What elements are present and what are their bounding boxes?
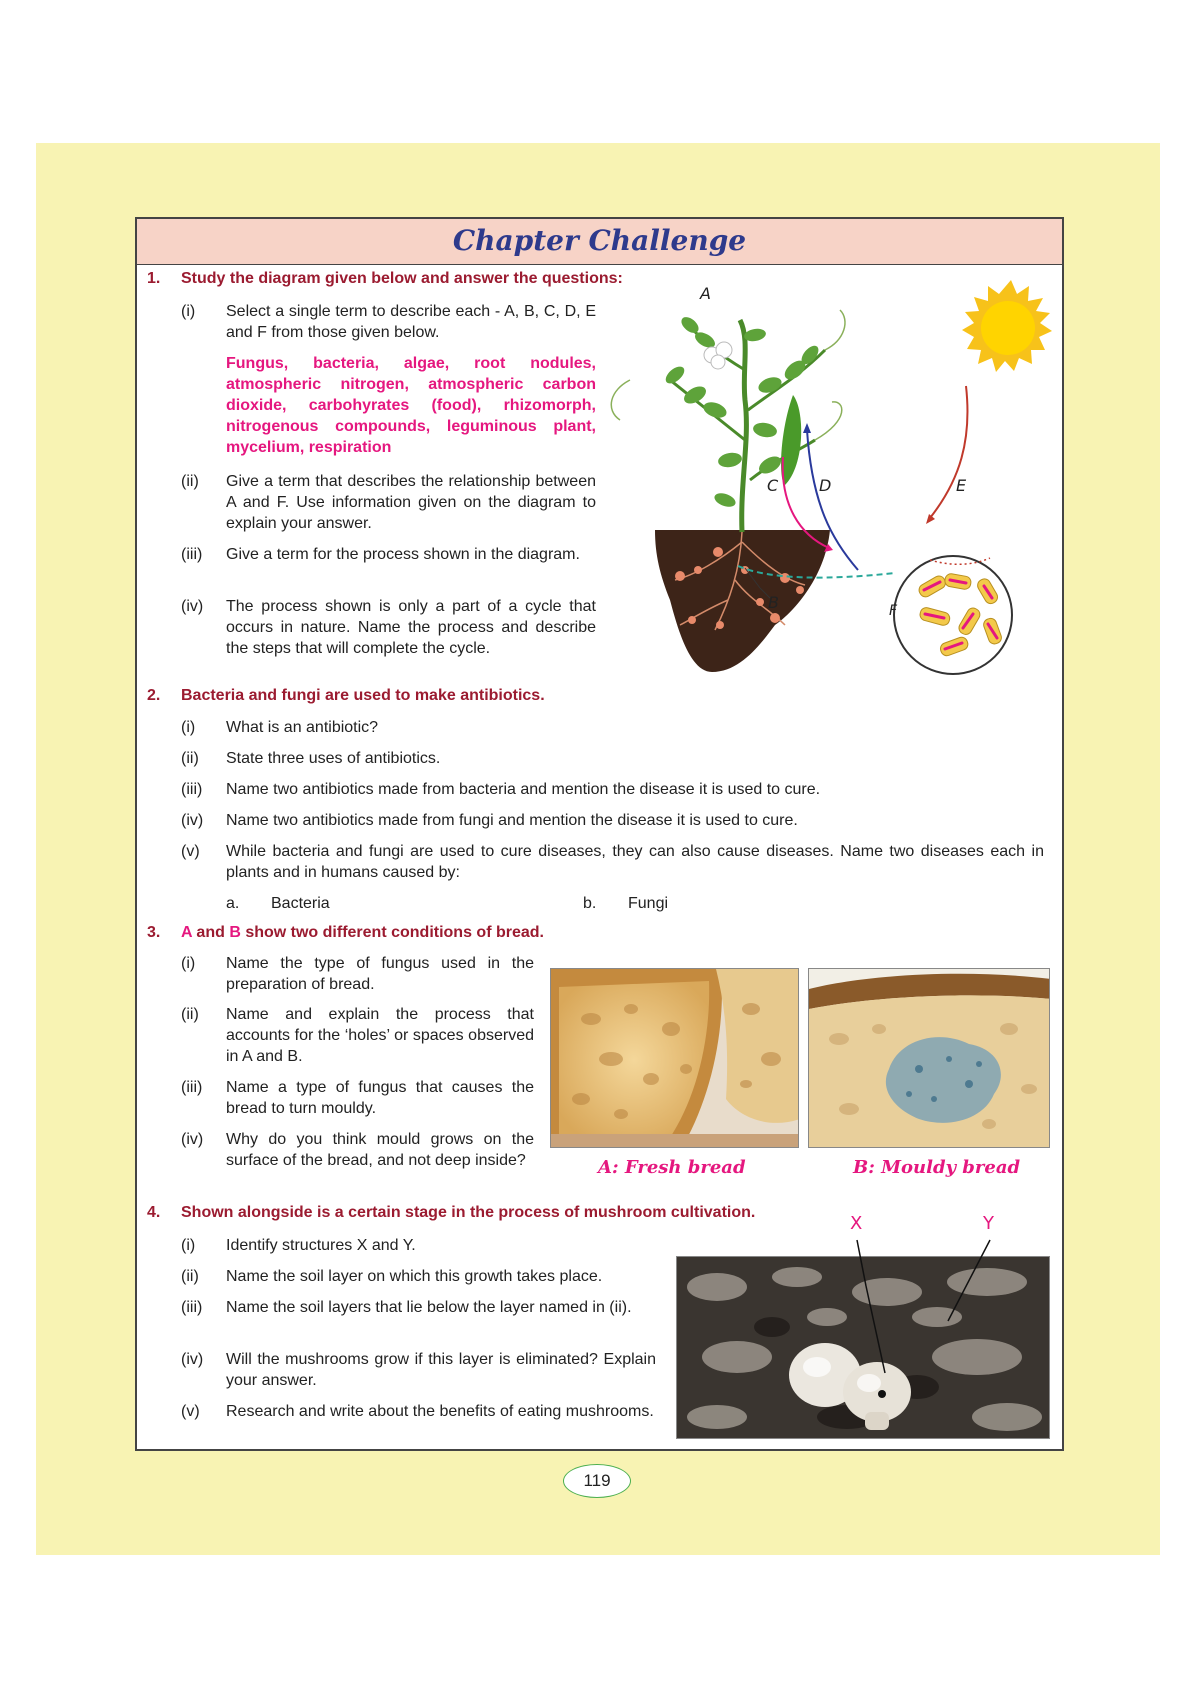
- diagram-label-e: E: [956, 476, 967, 495]
- page-title: Chapter Challenge: [452, 224, 747, 257]
- q4-part-number: (iv): [181, 1351, 204, 1368]
- q2-sub-letter: b.: [583, 895, 597, 912]
- q3-number: 3.: [147, 924, 161, 941]
- q4-part-number: (v): [181, 1403, 200, 1420]
- q2-heading: Bacteria and fungi are used to make antibiotics.: [181, 687, 545, 704]
- q3-part-text: Name and explain the process that accounts for the ‘holes’ or spaces observed in A and B.: [226, 1006, 534, 1065]
- q4-part-number: (i): [181, 1237, 196, 1254]
- q3-part-text: Name the type of fungus used in the preparation of bread.: [226, 955, 534, 993]
- q2-sub-text: Fungi: [628, 895, 669, 912]
- page-number: 119: [563, 1464, 631, 1498]
- q1-part-text: Select a single term to describe each - A, B, C, D, E and F from those given below.: [226, 303, 596, 341]
- q1-part-text: Give a term that describes the relationship between A and F. Use information given on the diagram to explain your answer.: [226, 473, 596, 532]
- q2-number: 2.: [147, 687, 161, 704]
- diagram-label-b: B: [768, 593, 779, 612]
- q3-part-number: (iii): [181, 1079, 203, 1096]
- q4-part-text: Will the mushrooms grow if this layer is eliminated? Explain your answer.: [226, 1351, 656, 1389]
- q2-part-number: (v): [181, 843, 200, 860]
- nitrogen-fixation-diagram: [600, 280, 1060, 680]
- diagram-label-d: D: [819, 476, 832, 495]
- q2-part-text: State three uses of antibiotics.: [226, 750, 441, 767]
- q2-part-text: Name two antibiotics made from bacteria and mention the disease it is used to cure.: [226, 781, 821, 798]
- mushroom-label-y: Y: [983, 1213, 994, 1234]
- diagram-label-a: A: [700, 284, 711, 303]
- q4-part-text: Identify structures X and Y.: [226, 1237, 416, 1254]
- mouldy-bread-image: [808, 968, 1050, 1148]
- fresh-bread-image: [550, 968, 799, 1148]
- q3-heading-rest: show two different conditions of bread.: [240, 924, 544, 941]
- q2-part-number: (iii): [181, 781, 203, 798]
- q1-number: 1.: [147, 270, 161, 287]
- diagram-label-c: C: [767, 476, 779, 495]
- q2-part-text: What is an antibiotic?: [226, 719, 379, 736]
- q4-part-text: Research and write about the benefits of eating mushrooms.: [226, 1403, 654, 1420]
- title-band: [137, 219, 1062, 265]
- q3-part-number: (iv): [181, 1131, 204, 1148]
- q2-sub-letter: a.: [226, 895, 240, 912]
- q1-heading: Study the diagram given below and answer the questions:: [181, 270, 623, 287]
- mushroom-pointer-lines: [840, 1236, 1000, 1376]
- mouldy-bread-caption: B: Mouldy bread: [853, 1157, 1021, 1178]
- q3-heading: [181, 924, 544, 942]
- mushroom-label-x: X: [850, 1213, 863, 1234]
- q3-heading-a: A: [181, 924, 192, 941]
- q2-part-text: Name two antibiotics made from fungi and mention the disease it is used to cure.: [226, 812, 798, 829]
- q2-sub-text: Bacteria: [271, 895, 330, 912]
- q4-part-number: (iii): [181, 1299, 203, 1316]
- q1-part-number: (ii): [181, 473, 199, 490]
- q3-heading-and: and: [191, 924, 230, 941]
- q2-part-number: (i): [181, 719, 196, 736]
- q3-part-text: Name a type of fungus that causes the bread to turn mouldy.: [226, 1079, 534, 1117]
- q3-part-text: Why do you think mould grows on the surface of the bread, and not deep inside?: [226, 1131, 534, 1169]
- q3-part-number: (ii): [181, 1006, 199, 1023]
- q3-heading-b: B: [229, 924, 241, 941]
- q3-part-number: (i): [181, 955, 196, 972]
- soil-pot: [655, 530, 830, 672]
- q1-part-number: (iv): [181, 598, 204, 615]
- q1-part-number: (iii): [181, 546, 203, 563]
- q4-heading: Shown alongside is a certain stage in the process of mushroom cultivation.: [181, 1204, 756, 1221]
- q1-part-text: The process shown is only a part of a cycle that occurs in nature. Name the process and describe the steps that will complete the cycle.: [226, 598, 596, 657]
- sun-icon: [962, 280, 1052, 372]
- q4-part-text: Name the soil layer on which this growth takes place.: [226, 1268, 603, 1285]
- q1-part-text: Give a term for the process shown in the diagram.: [226, 546, 580, 563]
- q4-part-number: (ii): [181, 1268, 199, 1285]
- q2-part-number: (ii): [181, 750, 199, 767]
- q4-part-text: Name the soil layers that lie below the layer named in (ii).: [226, 1299, 632, 1316]
- q2-part-text: While bacteria and fungi are used to cure diseases, they can also cause diseases. Name two diseases each in plants and in humans caused by:: [226, 843, 1044, 881]
- fresh-bread-caption: A: Fresh bread: [598, 1157, 746, 1178]
- q2-part-number: (iv): [181, 812, 204, 829]
- q4-number: 4.: [147, 1204, 161, 1221]
- q1-part-number: (i): [181, 303, 196, 320]
- q1-term-list: Fungus, bacteria, algae, root nodules, atmospheric nitrogen, atmospheric carbon dioxide, carbohyrates (food), rhizomorph, nitrogenous compounds, leguminous plant, mycelium, respiration: [226, 355, 596, 456]
- diagram-label-f: F: [889, 603, 898, 619]
